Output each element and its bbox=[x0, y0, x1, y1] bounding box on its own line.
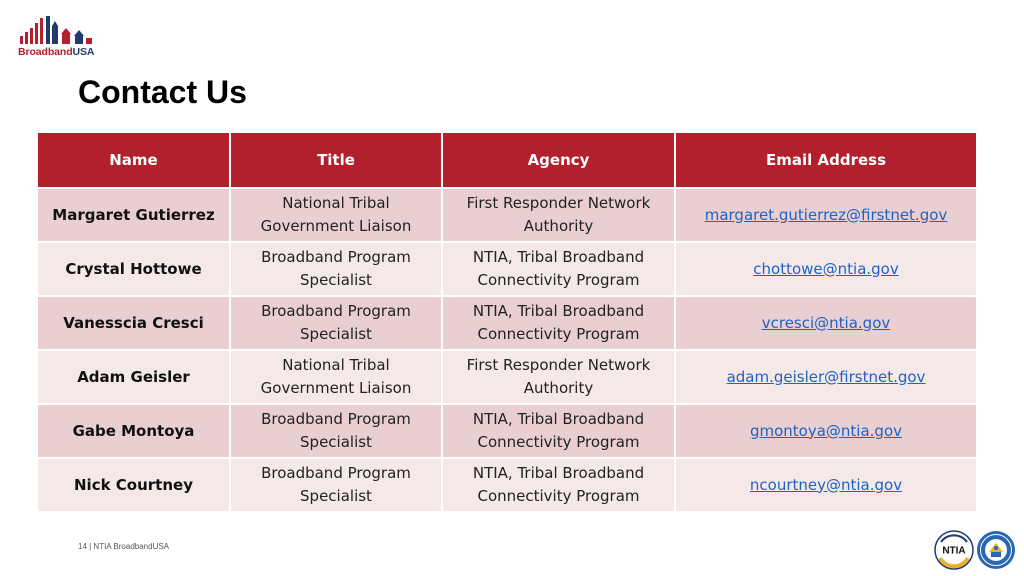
email-link[interactable]: chottowe@ntia.gov bbox=[753, 259, 899, 278]
contact-email-cell bbox=[675, 404, 976, 458]
email-link[interactable]: ncourtney@ntia.gov bbox=[749, 475, 903, 494]
contact-title-line: Specialist bbox=[300, 271, 372, 289]
table-row bbox=[38, 404, 976, 458]
contact-title-line: Specialist bbox=[300, 325, 372, 343]
contact-agency-line: NTIA, Tribal Broadband bbox=[472, 464, 645, 482]
email-link[interactable]: gmontoya@ntia.gov bbox=[749, 421, 903, 440]
column-header-title: Title bbox=[230, 133, 442, 188]
contact-email-cell bbox=[675, 350, 976, 404]
table-row bbox=[38, 242, 976, 296]
contact-title-line: Broadband Program bbox=[261, 464, 411, 482]
ntia-seal-label: NTIA bbox=[942, 545, 966, 557]
contact-agency bbox=[442, 242, 675, 296]
contact-agency-line: Connectivity Program bbox=[477, 325, 640, 343]
column-header-name: Name bbox=[38, 133, 230, 188]
contact-title bbox=[230, 188, 442, 242]
commerce-seal-icon bbox=[976, 530, 1016, 570]
contact-email-cell bbox=[675, 296, 976, 350]
contact-agency bbox=[442, 188, 675, 242]
contact-agency-line: Connectivity Program bbox=[477, 271, 640, 289]
contact-email-cell bbox=[675, 242, 976, 296]
contact-agency-line: First Responder Network bbox=[466, 356, 651, 374]
email-link[interactable]: margaret.gutierrez@firstnet.gov bbox=[704, 205, 948, 224]
contact-agency bbox=[442, 350, 675, 404]
ntia-seal bbox=[934, 530, 974, 570]
broadbandusa-logo bbox=[18, 14, 108, 58]
contact-title bbox=[230, 458, 442, 512]
contact-agency-line: NTIA, Tribal Broadband bbox=[472, 248, 645, 266]
logo-text-broadband: Broadband bbox=[18, 46, 73, 58]
contact-title-line: Broadband Program bbox=[261, 302, 411, 320]
email-link[interactable]: vcresci@ntia.gov bbox=[761, 313, 891, 332]
contact-agency-line: Connectivity Program bbox=[477, 487, 640, 505]
contact-agency-line: NTIA, Tribal Broadband bbox=[472, 410, 645, 428]
table-row bbox=[38, 458, 976, 512]
contact-email-cell bbox=[675, 458, 976, 512]
contact-agency-line: NTIA, Tribal Broadband bbox=[472, 302, 645, 320]
contact-agency bbox=[442, 404, 675, 458]
contact-name: Vanesscia Cresci bbox=[38, 296, 230, 350]
contact-title bbox=[230, 350, 442, 404]
contact-title-line: National Tribal bbox=[282, 356, 390, 374]
contact-name: Crystal Hottowe bbox=[38, 242, 230, 296]
contact-agency-line: Authority bbox=[523, 379, 594, 397]
column-header-email: Email Address bbox=[675, 133, 976, 188]
contacts-table bbox=[38, 133, 976, 513]
contact-agency-line: Authority bbox=[523, 217, 594, 235]
table-row bbox=[38, 296, 976, 350]
department-of-commerce-seal bbox=[976, 530, 1016, 570]
contact-title-line: Government Liaison bbox=[260, 217, 412, 235]
contact-title bbox=[230, 404, 442, 458]
slide-footer: 14 | NTIA BroadbandUSA bbox=[78, 542, 170, 551]
contact-title-line: National Tribal bbox=[282, 194, 390, 212]
contact-title-line: Government Liaison bbox=[260, 379, 412, 397]
contact-name: Adam Geisler bbox=[38, 350, 230, 404]
contact-agency bbox=[442, 458, 675, 512]
contact-title bbox=[230, 296, 442, 350]
contact-title-line: Broadband Program bbox=[261, 248, 411, 266]
contact-title-line: Specialist bbox=[300, 487, 372, 505]
column-header-agency: Agency bbox=[442, 133, 675, 188]
contact-title bbox=[230, 242, 442, 296]
email-link[interactable]: adam.geisler@firstnet.gov bbox=[726, 367, 926, 386]
logo-bars-icon bbox=[18, 14, 108, 46]
contact-title-line: Specialist bbox=[300, 433, 372, 451]
table-row bbox=[38, 350, 976, 404]
contact-name: Margaret Gutierrez bbox=[38, 188, 230, 242]
page-title: Contact Us bbox=[78, 74, 247, 110]
table-row bbox=[38, 188, 976, 242]
table-header-row bbox=[38, 133, 976, 188]
ntia-seal-icon bbox=[934, 530, 974, 570]
contact-agency-line: Connectivity Program bbox=[477, 433, 640, 451]
contact-email-cell bbox=[675, 188, 976, 242]
logo-text-usa: USA bbox=[72, 46, 95, 58]
contact-agency-line: First Responder Network bbox=[466, 194, 651, 212]
contact-name: Nick Courtney bbox=[38, 458, 230, 512]
contact-title-line: Broadband Program bbox=[261, 410, 411, 428]
contact-name: Gabe Montoya bbox=[38, 404, 230, 458]
contact-agency bbox=[442, 296, 675, 350]
